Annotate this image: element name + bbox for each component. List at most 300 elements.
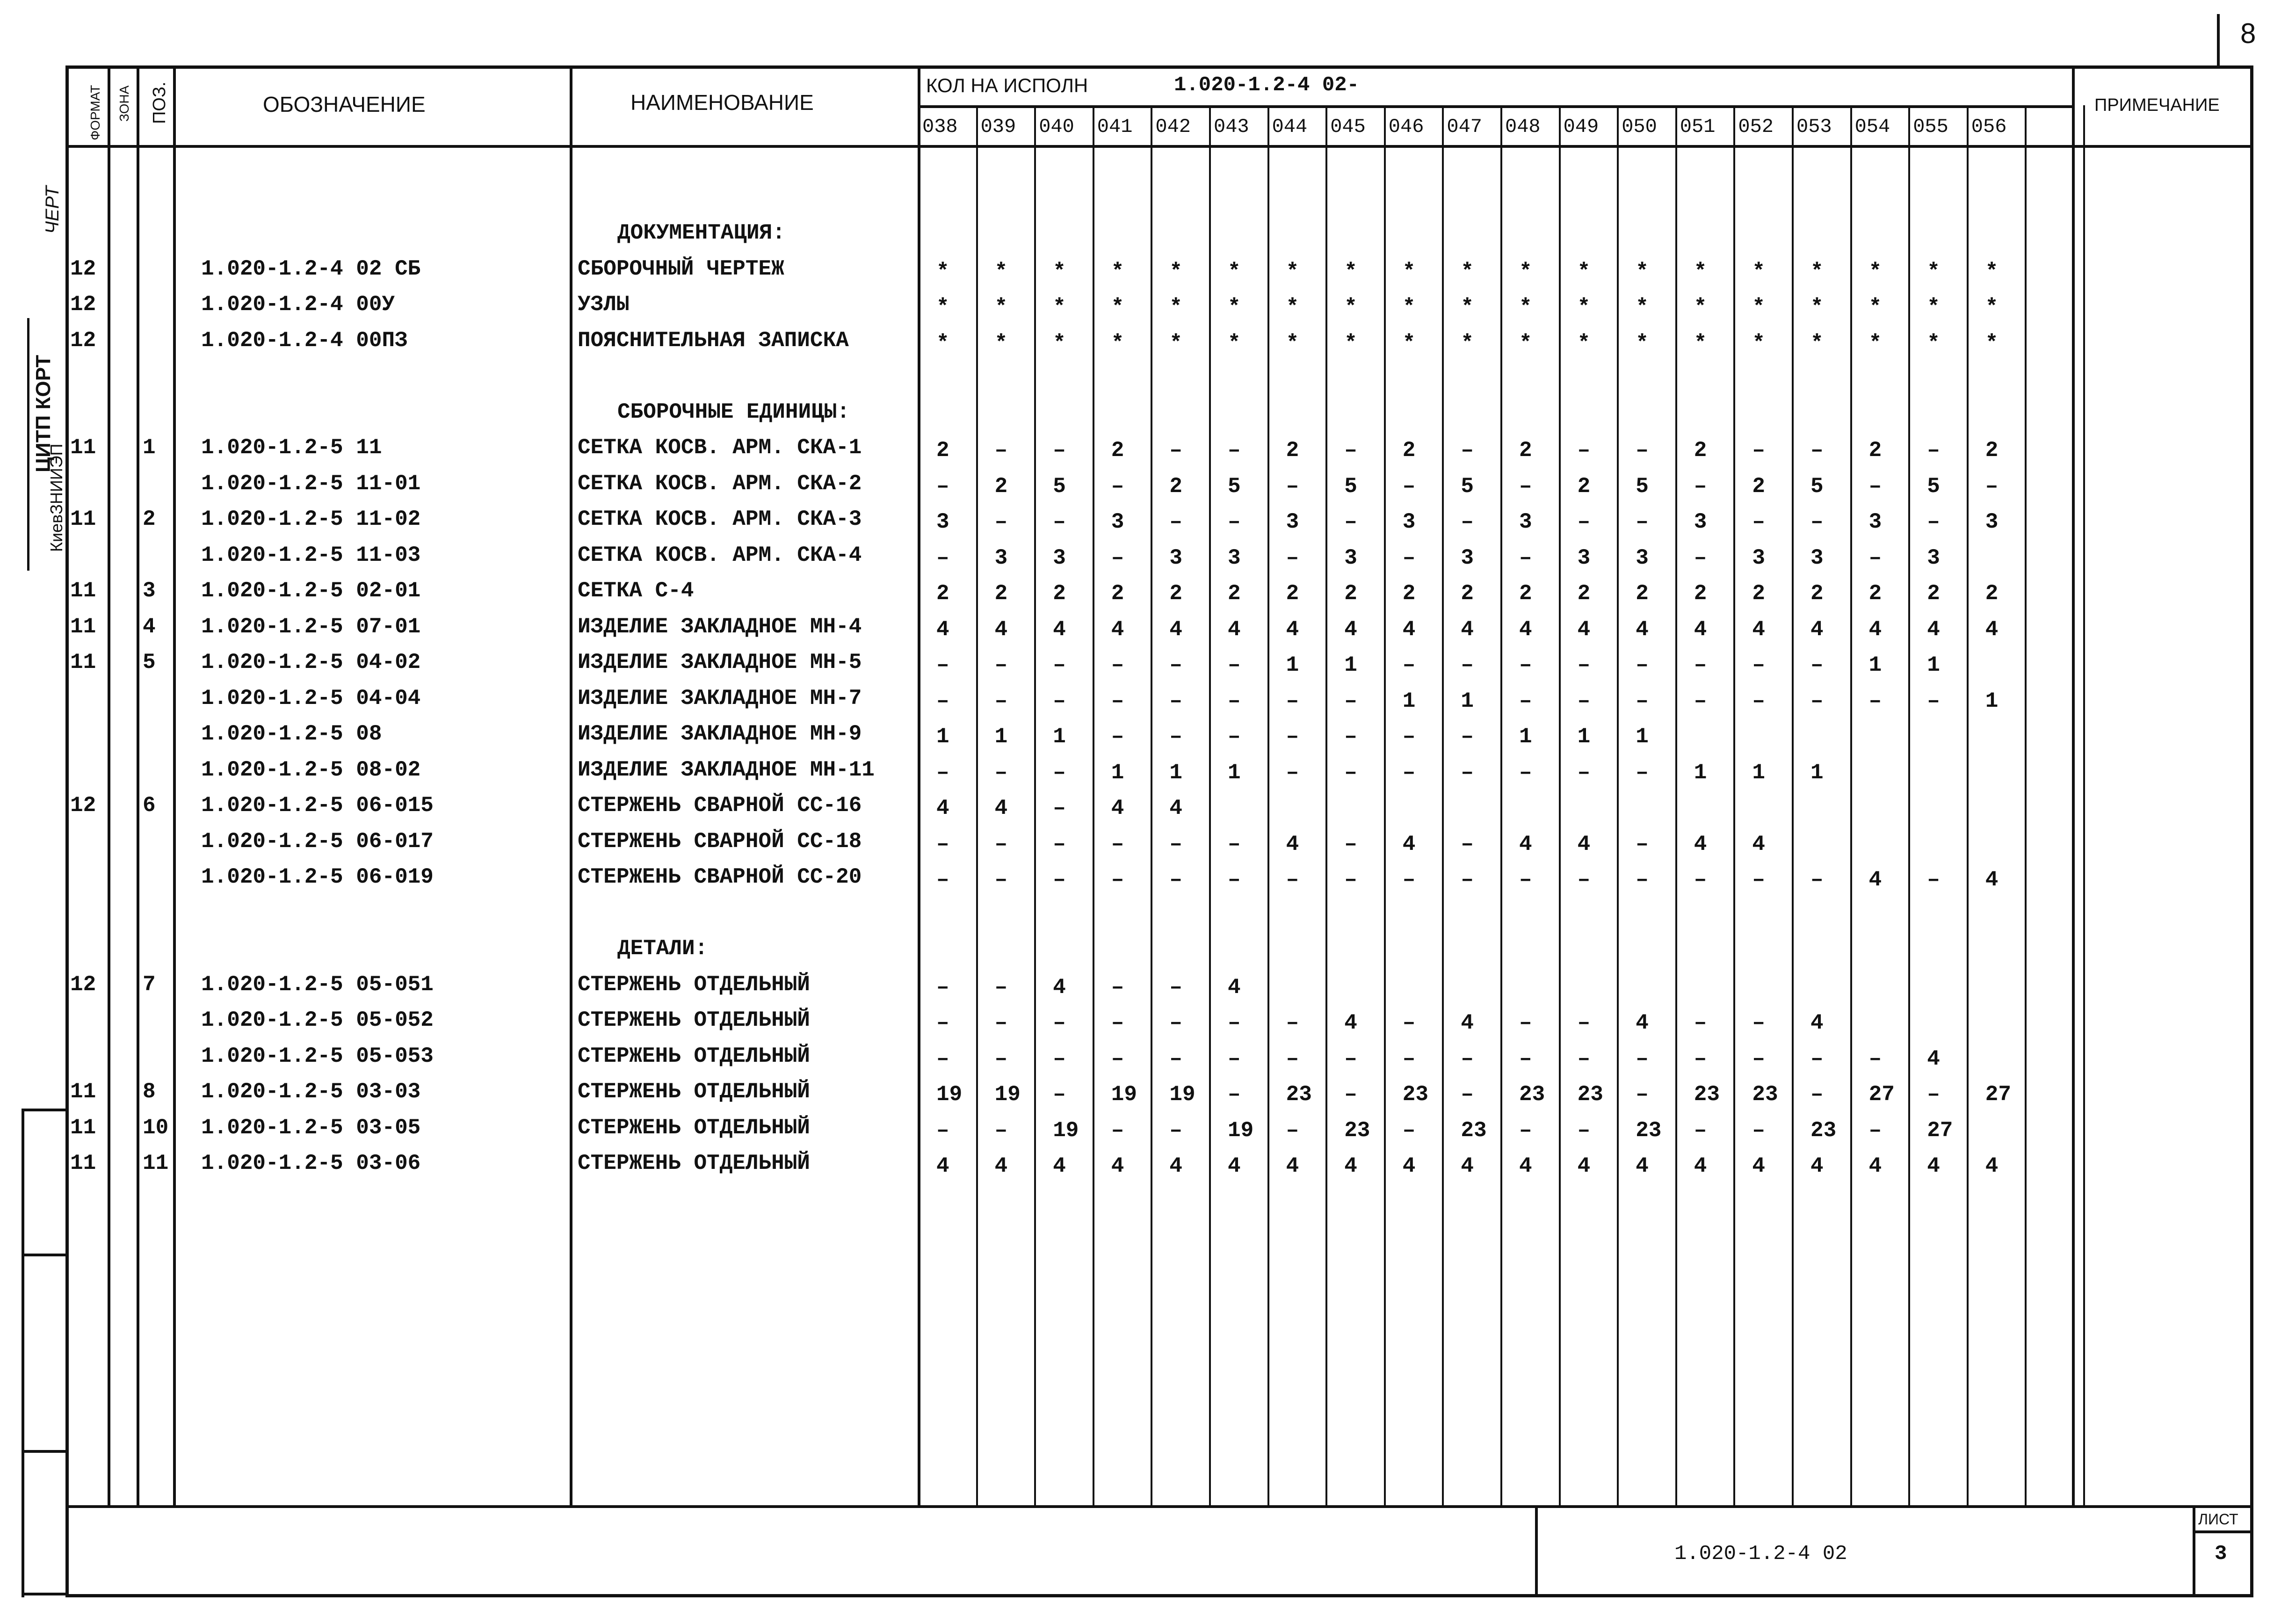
row-qty-cell: – [1169,510,1182,534]
row-qty-cell: – [1111,868,1124,892]
row-qty-cell: * [1752,331,1765,355]
row-qty-cell: – [1577,1011,1591,1035]
qty-column-line [1617,105,1619,1506]
row-qty-cell: – [1053,796,1066,820]
row-pos: 8 [143,1080,156,1104]
row-qty-cell: * [1519,295,1532,319]
row-name: ИЗДЕЛИЕ ЗАКЛАДНОЕ МН-11 [578,757,875,782]
row-qty-cell: 27 [1985,1082,2012,1107]
header-name: НАИМЕНОВАНИЕ [630,90,814,115]
row-qty-cell: * [1111,331,1124,355]
row-qty-cell: * [1868,259,1882,284]
row-qty-cell: – [1461,725,1474,749]
row-qty-cell: 4 [1810,1154,1824,1178]
row-name: ИЗДЕЛИЕ ЗАКЛАДНОЕ МН-5 [578,650,862,674]
row-qty-cell: 23 [1519,1082,1545,1107]
row-qty-cell: * [1111,259,1124,284]
row-qty-cell: – [1752,653,1765,677]
row-qty-cell: – [936,1118,949,1143]
row-qty-cell: – [1636,832,1649,856]
row-qty-cell: 5 [1810,474,1824,499]
row-name: СТЕРЖЕНЬ СВАРНОЙ СС-20 [578,865,862,889]
row-qty-cell: – [1868,1118,1882,1143]
qty-column-line [1384,105,1386,1506]
row-qty-cell: – [1169,438,1182,463]
row-qty-cell: – [1694,1046,1707,1071]
row-qty-cell: – [1752,689,1765,713]
row-qty-cell: * [936,259,949,284]
row-designation: 1.020-1.2-5 03-03 [201,1080,421,1104]
row-qty-cell: 4 [1868,1154,1882,1178]
col-line-zone [137,65,139,1506]
row-qty-cell: – [1286,545,1299,570]
row-qty-cell: 5 [1053,474,1066,499]
row-qty-cell: – [1169,1011,1182,1035]
row-qty-cell: 27 [1868,1082,1895,1107]
qty-column-header: 039 [980,116,1016,138]
row-designation: 1.020-1.2-5 03-05 [201,1115,421,1140]
row-name: ИЗДЕЛИЕ ЗАКЛАДНОЕ МН-7 [578,686,862,710]
row-qty-cell: * [1927,259,1940,284]
row-format: 12 [70,972,96,997]
row-qty-cell: 1 [936,725,949,749]
row-qty-cell: 23 [1636,1118,1662,1143]
row-qty-cell: – [1286,1011,1299,1035]
row-designation: 1.020-1.2-5 08-02 [201,757,421,782]
row-qty-cell: – [1111,1046,1124,1071]
row-qty-cell: – [1228,868,1241,892]
row-qty-cell: * [1752,295,1765,319]
row-qty-cell: 2 [1228,581,1241,606]
qty-column-line [1500,105,1502,1506]
row-qty-cell: 2 [1344,581,1357,606]
row-qty-cell: 4 [1694,617,1707,642]
row-qty-cell: – [1577,760,1591,785]
row-qty-cell: 2 [1169,581,1182,606]
row-qty-cell: – [1577,689,1591,713]
row-qty-cell: – [1694,545,1707,570]
row-qty-cell: 4 [1461,617,1474,642]
row-qty-cell: 4 [1985,617,1999,642]
row-qty-cell: – [994,1011,1008,1035]
row-qty-cell: – [1461,1046,1474,1071]
row-qty-cell: * [1286,331,1299,355]
row-qty-cell: – [936,474,949,499]
col-line-pos [173,65,176,1506]
row-qty-cell: – [1111,725,1124,749]
row-qty-cell: – [1868,689,1882,713]
row-qty-cell: * [1868,331,1882,355]
row-qty-cell: 2 [1752,474,1765,499]
row-qty-cell: – [1519,474,1532,499]
row-qty-cell: – [1577,438,1591,463]
row-qty-cell: 3 [1344,545,1357,570]
row-qty-cell: * [1810,259,1824,284]
row-qty-cell: 2 [1519,581,1532,606]
row-qty-cell: – [1344,438,1357,463]
row-qty-cell: 4 [1402,832,1416,856]
row-qty-cell: 4 [1228,617,1241,642]
row-qty-cell: * [1169,295,1182,319]
row-format: 11 [70,614,96,639]
row-qty-cell: – [1169,832,1182,856]
qty-column-header: 041 [1097,116,1133,138]
qty-column-line [1792,105,1794,1506]
row-qty-cell: 4 [1402,1154,1416,1178]
row-qty-cell: 5 [1927,474,1940,499]
row-qty-cell: – [1344,510,1357,534]
row-qty-cell: – [1752,1118,1765,1143]
row-qty-cell: – [1111,1011,1124,1035]
row-qty-cell: * [1985,259,1999,284]
row-qty-cell: 4 [994,617,1008,642]
row-qty-cell: – [1053,510,1066,534]
side-stamp-org: ЦИТП КОРТ [32,355,55,472]
row-qty-cell: – [936,1011,949,1035]
row-qty-cell: 23 [1402,1082,1429,1107]
row-qty-cell: – [1344,1082,1357,1107]
row-qty-cell: – [1694,1011,1707,1035]
corner-mark [2217,14,2220,65]
row-designation: 1.020-1.2-5 11-01 [201,471,421,496]
row-qty-cell: – [1286,689,1299,713]
row-qty-cell: – [1868,474,1882,499]
row-designation: 1.020-1.2-5 08 [201,722,382,746]
row-pos: 4 [143,614,156,639]
row-qty-cell: – [1577,868,1591,892]
qty-column-line [1267,105,1269,1506]
header-note: ПРИМЕЧАНИЕ [2094,95,2220,115]
row-qty-cell: – [936,760,949,785]
qty-column-header: 042 [1155,116,1191,138]
row-qty-cell: 4 [1927,617,1940,642]
row-qty-cell: – [1694,689,1707,713]
row-qty-cell: – [1402,653,1416,677]
row-name: ИЗДЕЛИЕ ЗАКЛАДНОЕ МН-4 [578,614,862,639]
row-designation: 1.020-1.2-5 11 [201,435,382,460]
row-qty-cell: * [1461,295,1474,319]
row-qty-cell: – [1461,832,1474,856]
row-pos: 5 [143,650,156,674]
row-qty-cell: – [1169,725,1182,749]
binding-tick-3 [22,1450,65,1453]
row-qty-cell: – [1402,545,1416,570]
row-qty-cell: 4 [1577,832,1591,856]
row-qty-cell: 2 [1577,474,1591,499]
row-qty-cell: * [1577,259,1591,284]
row-qty-cell: 3 [1985,510,1999,534]
row-format: 12 [70,292,96,317]
title-document-code: 1.020-1.2-4 02 [1674,1542,1847,1566]
qty-column-header: 051 [1680,116,1716,138]
row-qty-cell: 4 [1286,832,1299,856]
col-line-name [918,65,920,1506]
row-qty-cell: * [1344,295,1357,319]
row-qty-cell: * [1927,331,1940,355]
row-qty-cell: – [994,832,1008,856]
row-qty-cell: 2 [1111,438,1124,463]
row-format: 11 [70,579,96,603]
row-name: СБОРОЧНЫЙ ЧЕРТЕЖ [578,256,784,281]
row-qty-cell: 3 [936,510,949,534]
row-name: СЕТКА КОСВ. АРМ. СКА-4 [578,543,862,567]
row-qty-cell: 4 [1577,1154,1591,1178]
row-designation: 1.020-1.2-5 05-051 [201,972,434,997]
qty-column-line [1559,105,1561,1506]
row-qty-cell: * [1985,295,1999,319]
row-qty-cell: * [1694,259,1707,284]
row-qty-cell: 23 [1810,1118,1837,1143]
row-qty-cell: – [1286,725,1299,749]
row-designation: 1.020-1.2-5 06-017 [201,829,434,854]
row-qty-cell: 1 [1519,725,1532,749]
row-qty-cell: – [1402,1046,1416,1071]
row-qty-cell: * [1169,331,1182,355]
row-qty-cell: 3 [1519,510,1532,534]
row-qty-cell: – [994,438,1008,463]
section-heading: ДЕТАЛИ: [617,936,708,961]
qty-column-header: 050 [1622,116,1657,138]
row-name: СЕТКА КОСВ. АРМ. СКА-2 [578,471,862,496]
row-qty-cell: – [1169,689,1182,713]
row-qty-cell: – [1053,689,1066,713]
row-qty-cell: * [1402,259,1416,284]
row-qty-cell: 4 [1286,1154,1299,1178]
row-designation: 1.020-1.2-5 03-06 [201,1151,421,1175]
row-pos: 6 [143,793,156,818]
row-qty-cell: – [1810,510,1824,534]
row-qty-cell: – [1402,1118,1416,1143]
row-qty-cell: 4 [1053,1154,1066,1178]
qty-column-line [2025,105,2027,1506]
row-qty-cell: 2 [936,581,949,606]
row-qty-cell: 23 [1577,1082,1603,1107]
row-qty-cell: – [1636,510,1649,534]
row-format: 11 [70,507,96,531]
row-qty-cell: 2 [1169,474,1182,499]
row-qty-cell: – [936,653,949,677]
row-qty-cell: 2 [1519,438,1532,463]
row-name: СТЕРЖЕНЬ ОТДЕЛЬНЫЙ [578,1008,810,1032]
row-name: ПОЯСНИТЕЛЬНАЯ ЗАПИСКА [578,328,849,353]
row-qty-cell: – [1286,760,1299,785]
row-qty-cell: 1 [1053,725,1066,749]
sheet-box-line [2193,1530,2253,1533]
row-qty-cell: – [1344,1046,1357,1071]
row-qty-cell: – [1636,653,1649,677]
title-sheet-number: 3 [2215,1542,2227,1566]
row-qty-cell: – [1169,975,1182,1000]
row-qty-cell: 5 [1344,474,1357,499]
row-pos: 1 [143,435,156,460]
row-qty-cell: 1 [1985,689,1999,713]
row-qty-cell: 4 [1985,1154,1999,1178]
row-name: СТЕРЖЕНЬ ОТДЕЛЬНЫЙ [578,972,810,997]
row-qty-cell: – [1228,1011,1241,1035]
row-qty-cell: – [1461,510,1474,534]
col-line-qty-end [2072,65,2075,1506]
row-qty-cell: 23 [1344,1118,1370,1143]
row-qty-cell: – [1053,653,1066,677]
row-qty-cell: – [1810,689,1824,713]
row-qty-cell: 4 [1519,617,1532,642]
row-qty-cell: * [1344,259,1357,284]
row-qty-cell: 4 [1985,868,1999,892]
row-qty-cell: 1 [1111,760,1124,785]
row-qty-cell: – [1111,1118,1124,1143]
row-qty-cell: 27 [1927,1118,1953,1143]
section-heading: СБОРОЧНЫЕ ЕДИНИЦЫ: [617,399,850,424]
row-format: 11 [70,435,96,460]
title-sheet-label: ЛИСТ [2198,1511,2238,1528]
row-qty-cell: 2 [1868,581,1882,606]
side-stamp-institute: КиевЗНИИЭП [47,443,66,552]
row-qty-cell: 2 [1286,438,1299,463]
row-qty-cell: 2 [1810,581,1824,606]
header-bottom-line [65,145,2253,148]
row-qty-cell: 1 [1694,760,1707,785]
row-qty-cell: – [1461,760,1474,785]
row-qty-cell: – [1402,1011,1416,1035]
row-qty-cell: – [1752,868,1765,892]
row-qty-cell: * [1868,295,1882,319]
row-qty-cell: 4 [1228,975,1241,1000]
row-qty-cell: * [1694,295,1707,319]
row-qty-cell: – [1111,689,1124,713]
qty-column-line [1209,105,1211,1506]
row-qty-cell: – [1694,1118,1707,1143]
row-qty-cell: – [1228,438,1241,463]
row-qty-cell: * [1519,331,1532,355]
row-name: СЕТКА КОСВ. АРМ. СКА-3 [578,507,862,531]
row-qty-cell: 1 [1927,653,1940,677]
row-qty-cell: – [1694,653,1707,677]
row-qty-cell: – [1461,1082,1474,1107]
row-qty-cell: – [1053,1082,1066,1107]
row-qty-cell: * [1402,295,1416,319]
row-qty-cell: * [1053,331,1066,355]
row-qty-cell: – [1577,1118,1591,1143]
row-qty-cell: * [1228,331,1241,355]
row-qty-cell: 2 [1053,581,1066,606]
row-qty-cell: – [1927,1082,1940,1107]
row-qty-cell: 3 [1810,545,1824,570]
row-qty-cell: * [1344,331,1357,355]
row-qty-cell: – [1927,868,1940,892]
row-qty-cell: 2 [1111,581,1124,606]
header-zone: ЗОНА [117,85,131,122]
row-pos: 10 [143,1115,169,1140]
header-format: ФОРМАТ [88,85,102,140]
row-qty-cell: * [1636,295,1649,319]
row-qty-cell: – [936,545,949,570]
row-qty-cell: – [1752,438,1765,463]
row-qty-cell: – [1636,1082,1649,1107]
row-qty-cell: 2 [1985,581,1999,606]
row-designation: 1.020-1.2-5 05-052 [201,1008,434,1032]
row-qty-cell: 4 [1636,617,1649,642]
qty-column-line [1733,105,1735,1506]
row-name: СТЕРЖЕНЬ ОТДЕЛЬНЫЙ [578,1044,810,1068]
row-qty-cell: – [1228,689,1241,713]
row-pos: 3 [143,579,156,603]
row-qty-cell: 1 [994,725,1008,749]
row-qty-cell: – [1286,868,1299,892]
row-qty-cell: 4 [1344,617,1357,642]
row-qty-cell: 2 [1402,438,1416,463]
row-designation: 1.020-1.2-4 02 СБ [201,256,421,281]
row-qty-cell: 4 [1461,1154,1474,1178]
row-qty-cell: – [1169,1046,1182,1071]
row-qty-cell: * [1461,259,1474,284]
row-qty-cell: 4 [1169,1154,1182,1178]
qty-column-header: 044 [1272,116,1308,138]
row-qty-cell: – [1169,868,1182,892]
row-qty-cell: – [1868,545,1882,570]
row-qty-cell: 5 [1228,474,1241,499]
row-qty-cell: 3 [1461,545,1474,570]
row-qty-cell: – [1694,868,1707,892]
header-qty-code: 1.020-1.2-4 02- [1174,73,1360,97]
row-qty-cell: – [1402,725,1416,749]
row-qty-cell: – [1461,438,1474,463]
row-qty-cell: – [1169,1118,1182,1143]
row-qty-cell: – [1169,653,1182,677]
row-pos: 11 [143,1151,169,1175]
row-name: СЕТКА КОСВ. АРМ. СКА-1 [578,435,862,460]
row-qty-cell: – [1228,832,1241,856]
row-qty-cell: 4 [1111,796,1124,820]
row-qty-cell: – [994,510,1008,534]
row-qty-cell: – [1577,653,1591,677]
row-qty-cell: 3 [994,545,1008,570]
row-qty-cell: 4 [1169,796,1182,820]
row-qty-cell: 2 [1752,581,1765,606]
row-qty-cell: – [1752,510,1765,534]
row-qty-cell: – [1810,1046,1824,1071]
row-qty-cell: * [1810,295,1824,319]
row-designation: 1.020-1.2-5 05-053 [201,1044,434,1068]
row-qty-cell: 4 [1810,617,1824,642]
row-qty-cell: – [936,868,949,892]
row-qty-cell: * [994,259,1008,284]
row-qty-cell: 4 [1694,832,1707,856]
row-name: СТЕРЖЕНЬ СВАРНОЙ СС-18 [578,829,862,854]
row-qty-cell: – [1927,689,1940,713]
qty-column-line [1675,105,1677,1506]
row-qty-cell: 2 [1985,438,1999,463]
row-qty-cell: – [1927,510,1940,534]
row-qty-cell: 2 [936,438,949,463]
row-qty-cell: 1 [1868,653,1882,677]
col-line-designation [570,65,572,1506]
row-name: СТЕРЖЕНЬ ОТДЕЛЬНЫЙ [578,1151,810,1175]
row-qty-cell: – [1810,438,1824,463]
row-qty-cell: – [994,868,1008,892]
row-qty-cell: 4 [1636,1154,1649,1178]
qty-column-line [1908,105,1910,1506]
row-qty-cell: – [936,689,949,713]
row-qty-cell: 2 [1402,581,1416,606]
row-format: 11 [70,1080,96,1104]
row-qty-cell: – [1053,1011,1066,1035]
row-qty-cell: * [1169,259,1182,284]
qty-column-header: 040 [1039,116,1074,138]
row-qty-cell: 3 [1752,545,1765,570]
row-qty-cell: – [1461,868,1474,892]
row-qty-cell: 3 [1111,510,1124,534]
row-qty-cell: 4 [1228,1154,1241,1178]
